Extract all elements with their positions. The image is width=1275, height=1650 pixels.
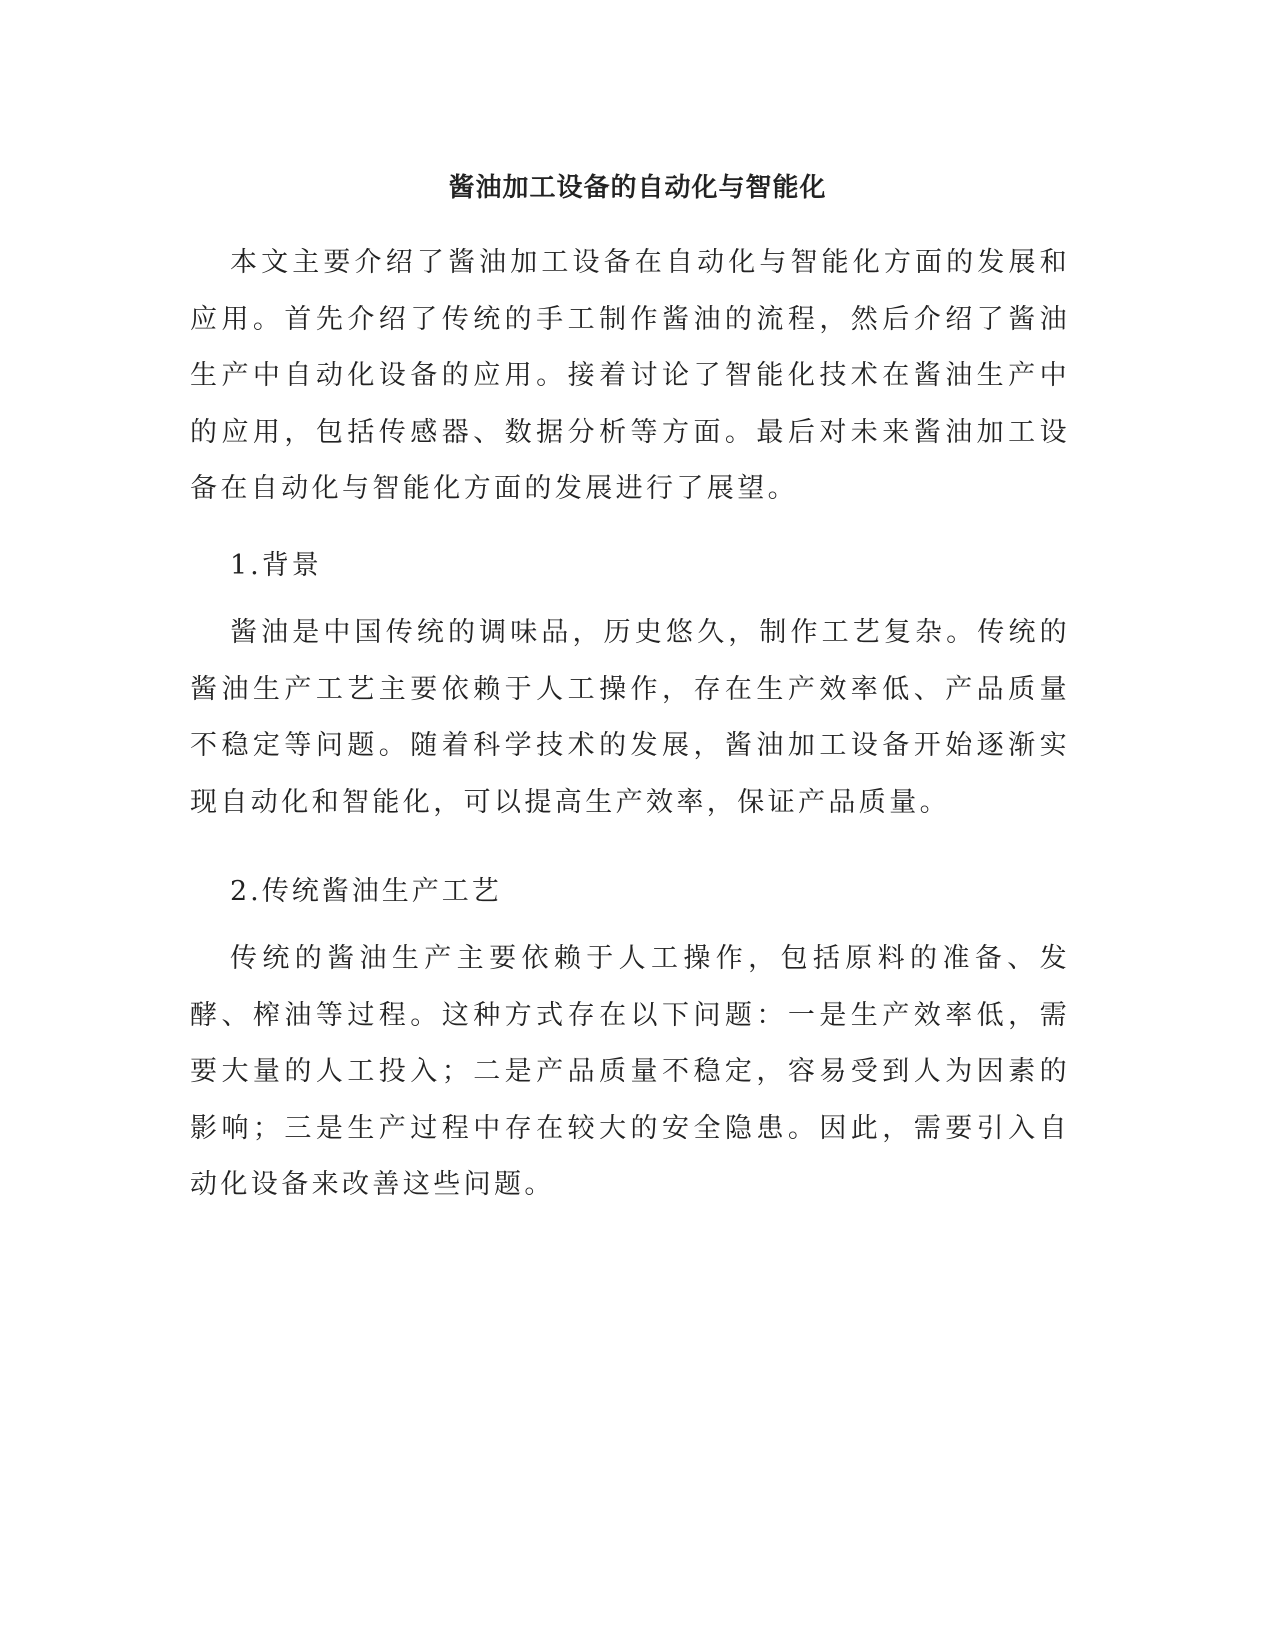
document-title: 酱油加工设备的自动化与智能化: [448, 173, 827, 203]
section-heading-traditional-process: 2.传统酱油生产工艺: [230, 876, 502, 907]
section-body-background: 酱油是中国传统的调味品，历史悠久，制作工艺复杂。传统的酱油生产工艺主要依赖于人工操作，存在生产效率低、产品质量不稳定等问题。随着科学技术的发展，酱油加工设备开始逐渐实现自动化和智能化，可以提高生产效率，保证产品质量。: [190, 617, 1070, 818]
section-heading-background: 1.背景: [230, 550, 322, 581]
abstract-paragraph: 本文主要介绍了酱油加工设备在自动化与智能化方面的发展和应用。首先介绍了传统的手工制作酱油的流程，然后介绍了酱油生产中自动化设备的应用。接着讨论了智能化技术在酱油生产中的应用，包括传感器、数据分析等方面。最后对未来酱油加工设备在自动化与智能化方面的发展进行了展望。: [190, 247, 1070, 504]
section-body-traditional-process: 传统的酱油生产主要依赖于人工操作，包括原料的准备、发酵、榨油等过程。这种方式存在以下问题：一是生产效率低，需要大量的人工投入；二是产品质量不稳定，容易受到人为因素的影响；三是生产过程中存在较大的安全隐患。因此，需要引入自动化设备来改善这些问题。: [190, 943, 1070, 1200]
